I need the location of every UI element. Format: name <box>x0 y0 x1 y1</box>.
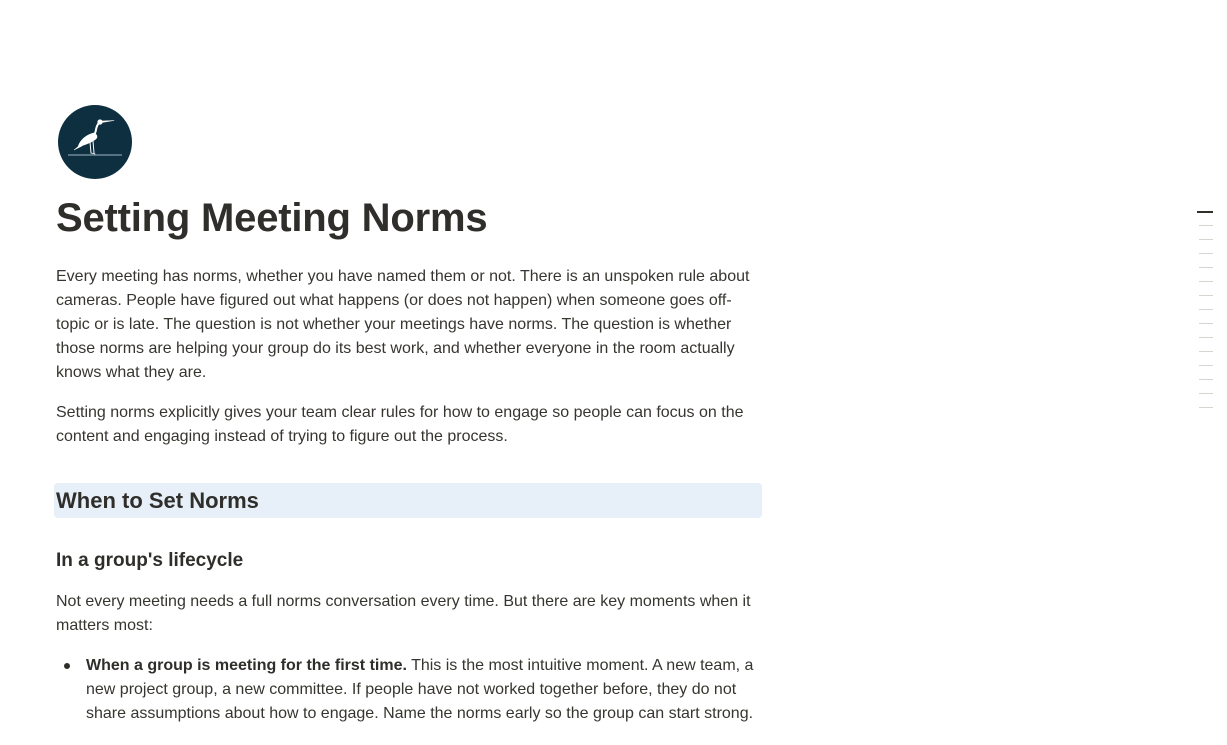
bullet-list <box>56 654 756 726</box>
intro-paragraph[interactable]: Every meeting has norms, whether you have named them or not. There is an unspoken rule about cameras. People have figured out what happens (or does not happen) when someone goes off-topic or is late. The question is not whether your meetings have norms. The question is whether those norms are helping your group do its best work, and whether everyone in the room actually knows what they are. <box>56 268 750 381</box>
toc-entry[interactable] <box>1199 295 1213 296</box>
bullet-text: This is the most intuitive moment. A new team, a new project group, a new committee. If people have not worked together before, they do not share assumptions about how to engage. Name the norms early so the group can start strong. <box>86 657 754 722</box>
toc-entry[interactable] <box>1197 211 1213 213</box>
list-item[interactable] <box>56 654 756 726</box>
toc-entry[interactable] <box>1199 225 1213 226</box>
toc-entry[interactable] <box>1199 379 1213 380</box>
toc-entry[interactable] <box>1199 253 1213 254</box>
heron-logo-icon[interactable] <box>58 105 132 179</box>
toc-entry[interactable] <box>1199 309 1213 310</box>
section-paragraph[interactable]: Not every meeting needs a full norms conversation every time. But there are key moments when it matters most: <box>56 593 751 634</box>
bullet-icon <box>64 663 70 669</box>
bullet-bold-text: When a group is meeting for the first time. <box>86 657 407 674</box>
section-subheading[interactable]: In a group's lifecycle <box>56 550 244 571</box>
toc-entry[interactable] <box>1199 323 1213 324</box>
toc-entry[interactable] <box>1199 393 1213 394</box>
page-title[interactable]: Setting Meeting Norms <box>56 196 488 240</box>
intro-paragraph-2[interactable]: Setting norms explicitly gives your team clear rules for how to engage so people can focus on the content and engaging instead of trying to figure out the process. <box>56 404 744 445</box>
toc-entry[interactable] <box>1199 281 1213 282</box>
toc-entry[interactable] <box>1199 407 1213 408</box>
section-heading[interactable]: When to Set Norms <box>56 488 259 513</box>
toc-entry[interactable] <box>1199 337 1213 338</box>
toc-entry[interactable] <box>1199 267 1213 268</box>
toc-entry[interactable] <box>1199 239 1213 240</box>
toc-entry[interactable] <box>1199 365 1213 366</box>
toc-entry[interactable] <box>1199 351 1213 352</box>
